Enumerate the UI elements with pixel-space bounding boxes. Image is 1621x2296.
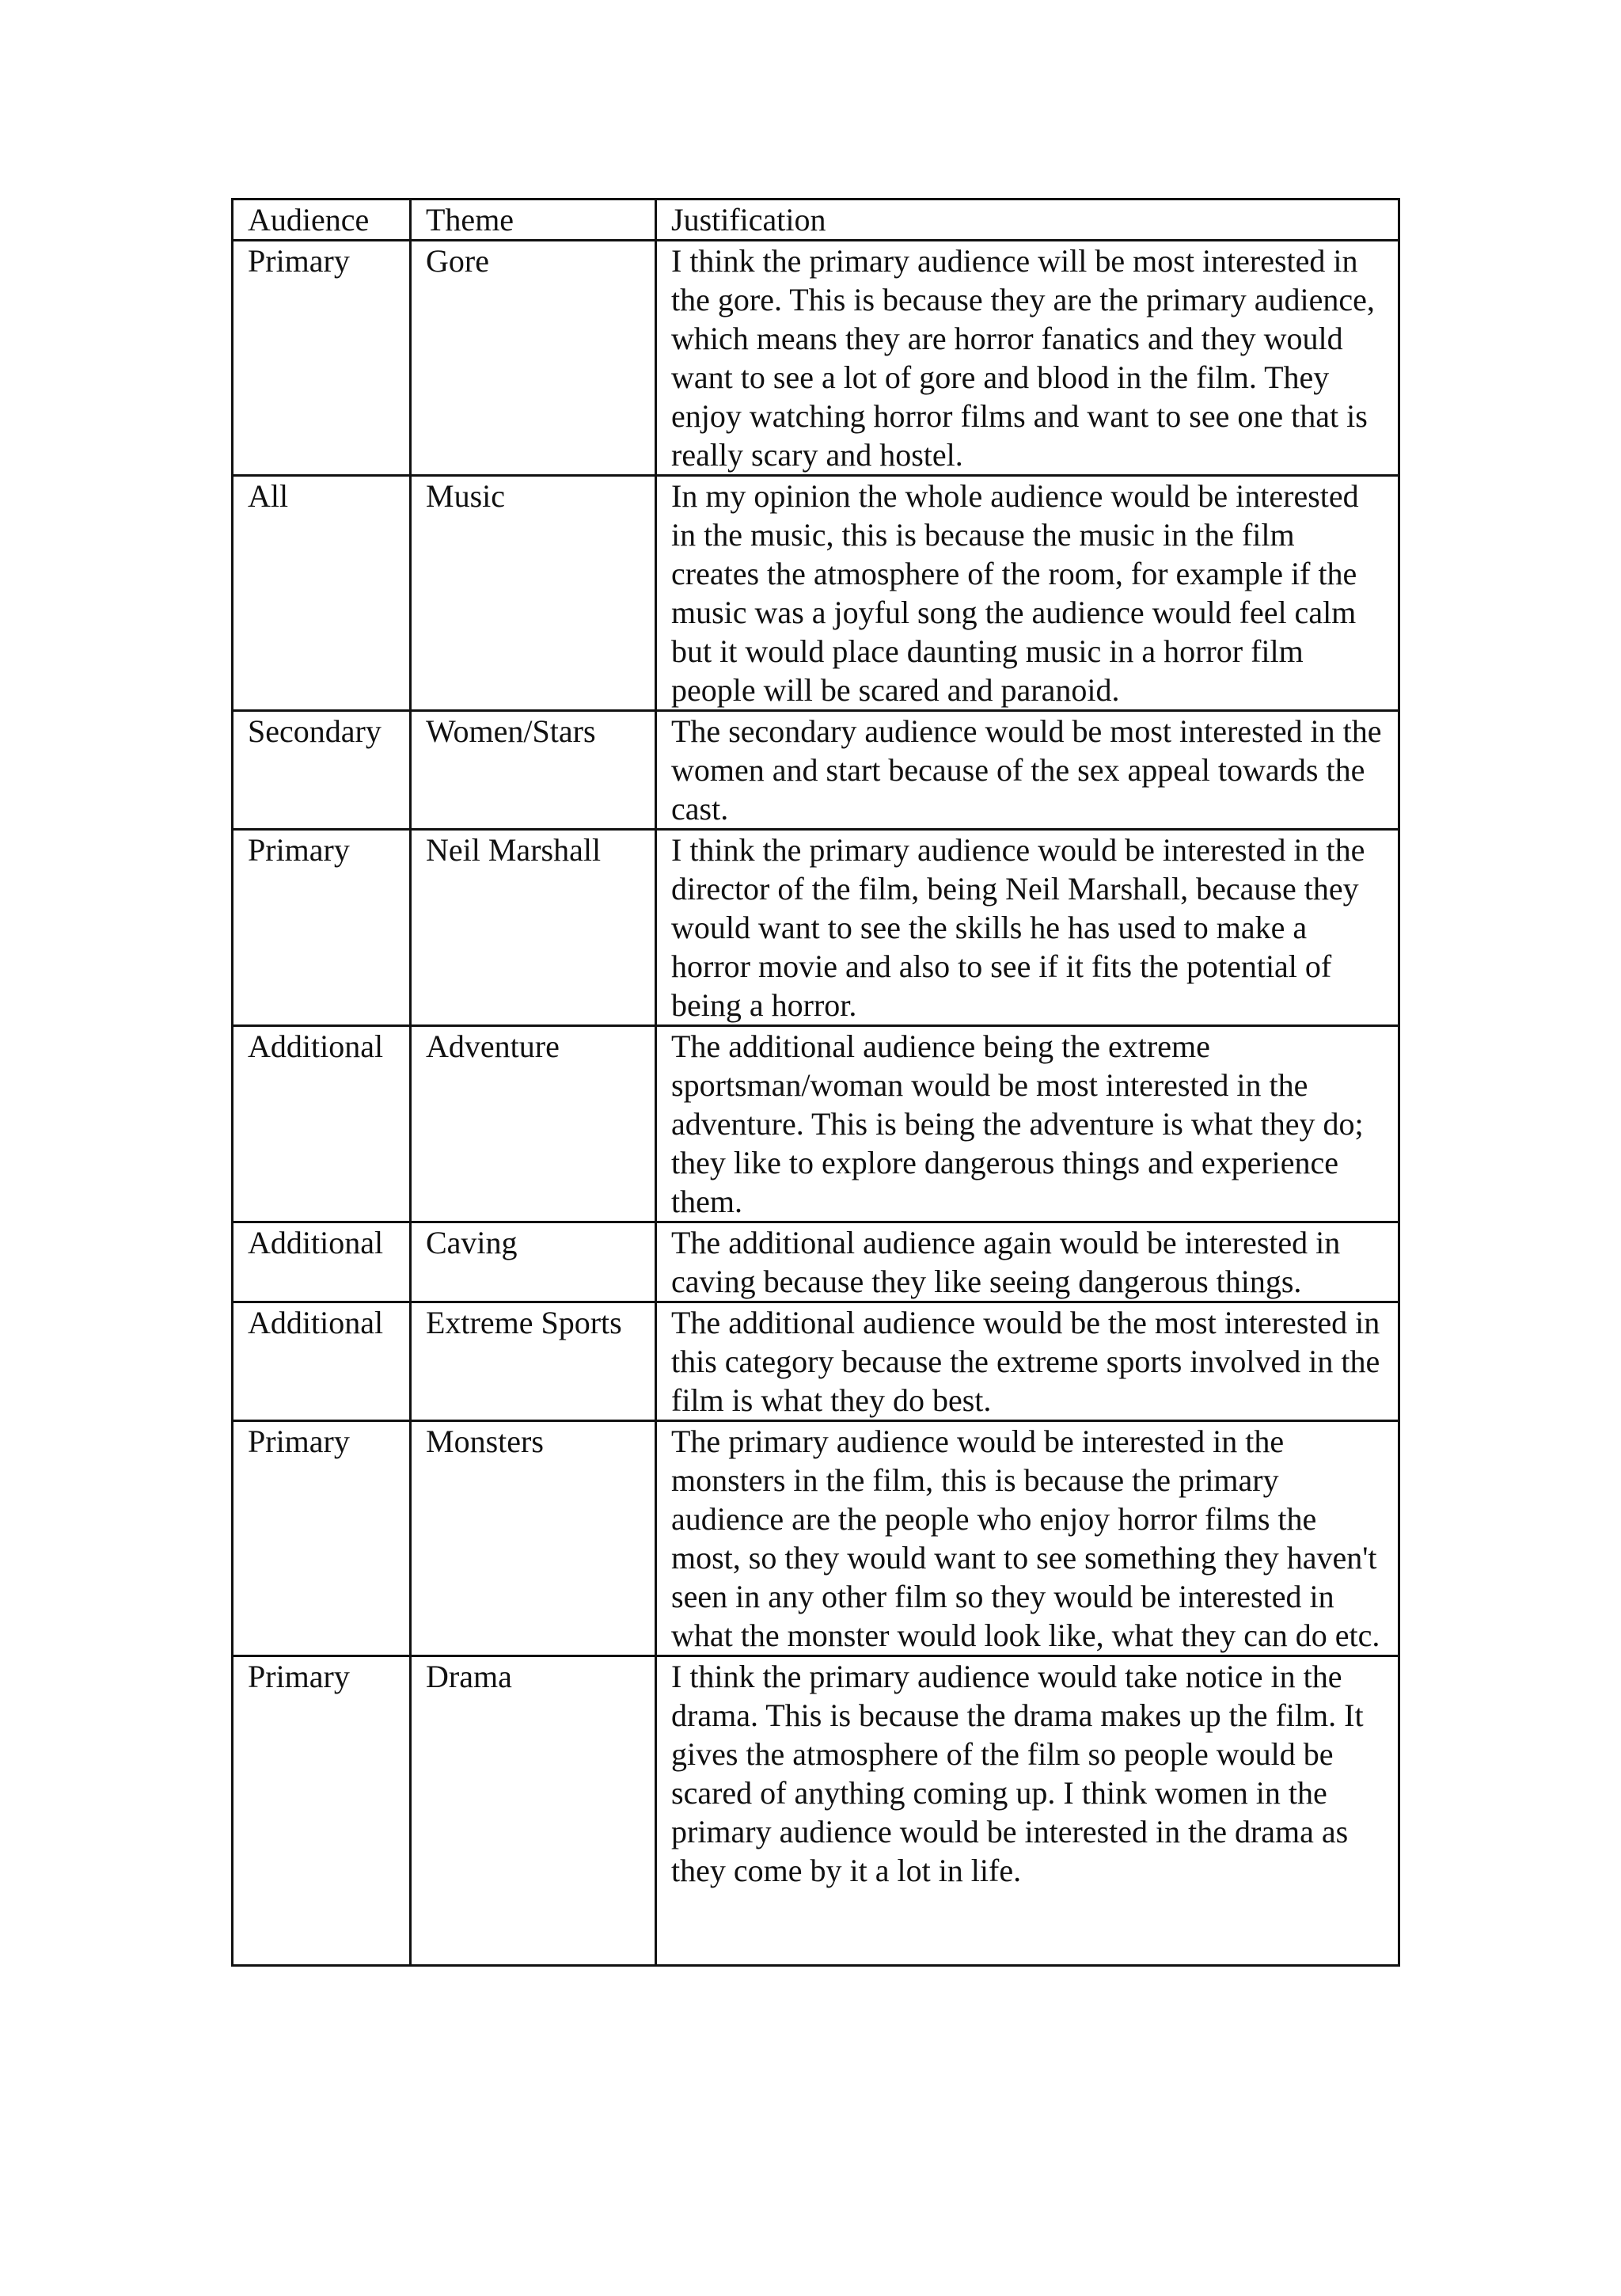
table-row: [233, 1656, 1399, 1966]
table-row: [233, 241, 1399, 476]
theme-cell: Gore: [411, 241, 656, 476]
theme-cell: Caving: [411, 1222, 656, 1302]
audience-cell: Primary: [233, 1421, 411, 1656]
header-justification: Justification: [656, 200, 1399, 241]
justification-cell: The additional audience would be the most interested in this category because the extreme sports involved in the film is what they do best.: [656, 1302, 1399, 1421]
audience-cell: Additional: [233, 1222, 411, 1302]
table-row: [233, 476, 1399, 711]
audience-cell: Primary: [233, 830, 411, 1026]
justification-cell: The additional audience being the extreme sportsman/woman would be most interested in the adventure. This is being the adventure is what they do; they like to explore dangerous things and experience them.: [656, 1026, 1399, 1222]
table-row: [233, 830, 1399, 1026]
justification-cell: In my opinion the whole audience would be interested in the music, this is because the music in the film creates the atmosphere of the room, for example if the music was a joyful song the audience would feel calm but it would place daunting music in a horror film people will be scared and paranoid.: [656, 476, 1399, 711]
theme-cell: Neil Marshall: [411, 830, 656, 1026]
audience-cell: Primary: [233, 1656, 411, 1966]
theme-cell: Extreme Sports: [411, 1302, 656, 1421]
table-row: [233, 1302, 1399, 1421]
justification-cell: The secondary audience would be most interested in the women and start because of the sex appeal towards the cast.: [656, 711, 1399, 830]
theme-cell: Music: [411, 476, 656, 711]
audience-cell: All: [233, 476, 411, 711]
justification-cell: The primary audience would be interested in the monsters in the film, this is because the primary audience are the people who enjoy horror films the most, so they would want to see something they haven't seen in any other film so they would be interested in what the monster would look like, what they can do etc.: [656, 1421, 1399, 1656]
theme-cell: Drama: [411, 1656, 656, 1966]
header-audience: Audience: [233, 200, 411, 241]
audience-cell: Additional: [233, 1302, 411, 1421]
table-row: [233, 711, 1399, 830]
justification-cell: I think the primary audience will be most interested in the gore. This is because they are the primary audience, which means they are horror fanatics and they would want to see a lot of gore and blood in the film. They enjoy watching horror films and want to see one that is really scary and hostel.: [656, 241, 1399, 476]
justification-cell: I think the primary audience would be interested in the director of the film, being Neil Marshall, because they would want to see the skills he has used to make a horror movie and also to see if it fits the potential of being a horror.: [656, 830, 1399, 1026]
justification-cell: The additional audience again would be interested in caving because they like seeing dangerous things.: [656, 1222, 1399, 1302]
audience-cell: Additional: [233, 1026, 411, 1222]
table-header-row: [233, 200, 1399, 241]
justification-cell: I think the primary audience would take notice in the drama. This is because the drama makes up the film. It gives the atmosphere of the film so people would be scared of anything coming up. I think women in the primary audience would be interested in the drama as they come by it a lot in life.: [656, 1656, 1399, 1966]
theme-cell: Women/Stars: [411, 711, 656, 830]
header-theme: Theme: [411, 200, 656, 241]
audience-cell: Secondary: [233, 711, 411, 830]
theme-cell: Monsters: [411, 1421, 656, 1656]
audience-cell: Primary: [233, 241, 411, 476]
theme-cell: Adventure: [411, 1026, 656, 1222]
audience-theme-table: [231, 198, 1400, 1967]
table-row: [233, 1222, 1399, 1302]
table-row: [233, 1026, 1399, 1222]
table-row: [233, 1421, 1399, 1656]
